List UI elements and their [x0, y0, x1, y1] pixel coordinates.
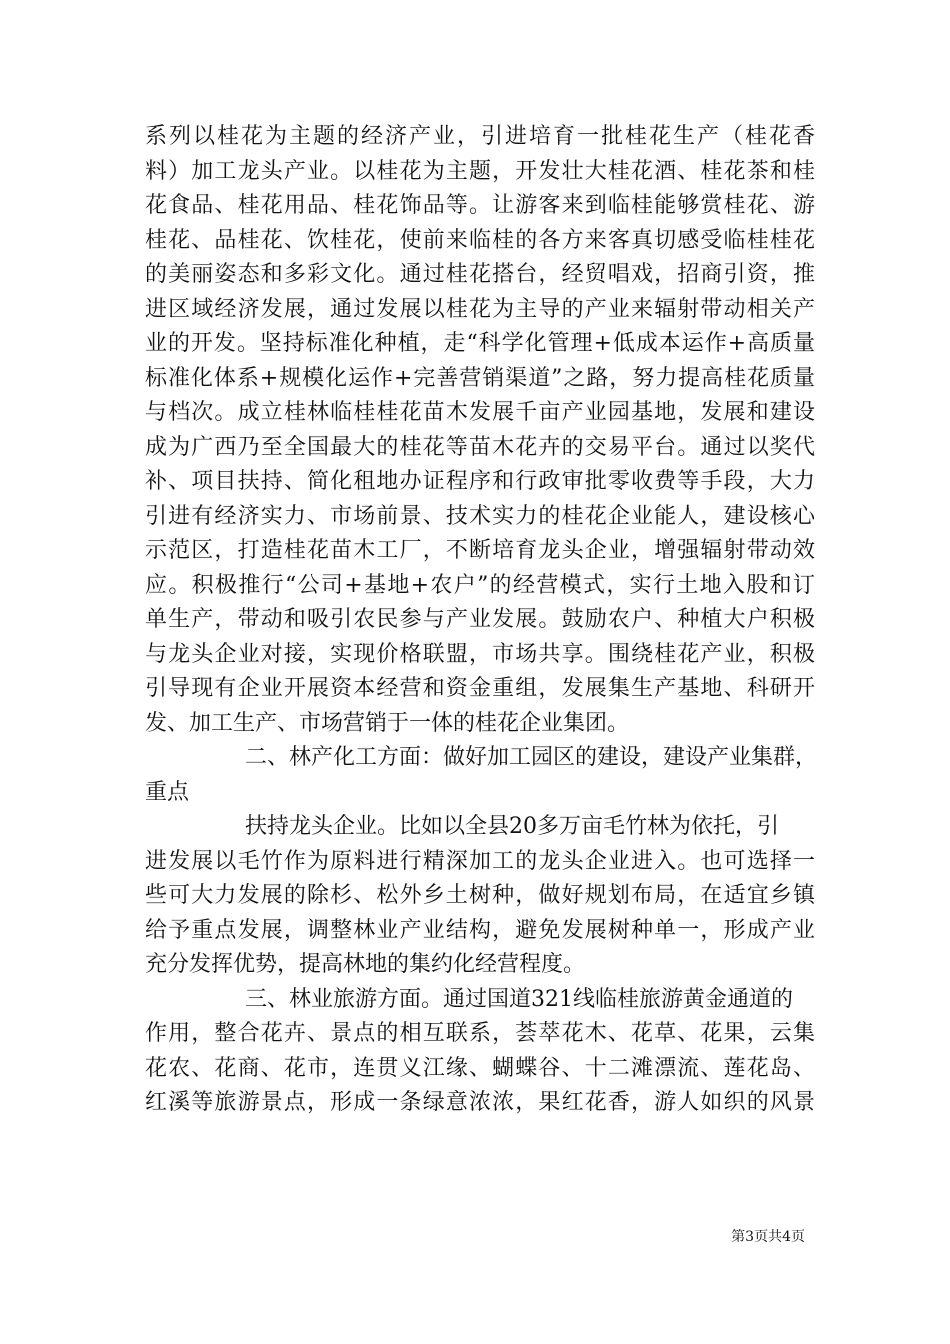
text-line: 单生产，带动和吸引农民参与产业发展。鼓励农户、种植大户积极 — [145, 607, 815, 632]
text-line: 引导现有企业开展资本经营和资金重组，发展集生产基地、科研开 — [145, 676, 815, 701]
text-line: 二、林产化工方面：做好加工园区的建设，建设产业集群， — [245, 745, 818, 770]
text-line: 补、项目扶持、简化租地办证程序和行政审批零收费等手段，大力 — [145, 469, 815, 494]
text-line: 引进有经济实力、市场前景、技术实力的桂花企业能人，建设核心 — [145, 503, 815, 529]
text-line: 给予重点发展，调整林业产业结构，避免发展树种单一，形成产业 — [145, 917, 815, 943]
paragraph-4-heading — [145, 983, 815, 1121]
text-line: 的美丽姿态和多彩文化。通过桂花搭台，经贸唱戏，招商引资，推 — [145, 262, 815, 287]
text-line: 发、加工生产、市场营销于一体的桂花企业集团。 — [145, 710, 630, 736]
text-line: 红溪等旅游景点，形成一条绿意浓浓，果红花香，游人如织的风景 — [145, 1090, 815, 1115]
text-line: 花食品、桂花用品、桂花饰品等。让游客来到临桂能够赏桂花、游 — [145, 193, 815, 218]
text-line: 些可大力发展的除杉、松外乡土树种，做好规划布局，在适宜乡镇 — [145, 883, 815, 908]
text-line: 进区域经济发展，通过发展以桂花为主导的产业来辐射带动相关产 — [145, 296, 815, 322]
text-line: 桂花、品桂花、饮桂花，使前来临桂的各方来客真切感受临桂桂花 — [145, 227, 815, 253]
text-line: 重点 — [145, 779, 190, 805]
text-line: 与档次。成立桂林临桂桂花苗木发展千亩产业园基地，发展和建设 — [145, 400, 815, 425]
text-line: 成为广西乃至全国最大的桂花等苗木花卉的交易平台。通过以奖代 — [145, 434, 815, 460]
text-line: 与龙头企业对接，实现价格联盟，市场共享。围绕桂花产业，积极 — [145, 641, 815, 667]
text-line: 进发展以毛竹作为原料进行精深加工的龙头企业进入。也可选择一 — [145, 848, 815, 874]
text-line: 标准化体系+规模化运作+完善营销渠道”之路，努力提高桂花质量 — [145, 365, 815, 391]
text-line: 料）加工龙头产业。以桂花为主题，开发壮大桂花酒、桂花茶和桂 — [145, 158, 815, 184]
text-line: 扶持龙头企业。比如以全县20多万亩毛竹林为依托，引 — [245, 814, 779, 839]
paragraph-3 — [145, 810, 815, 983]
text-line: 三、林业旅游方面。通过国道321线临桂旅游黄金通道的 — [245, 986, 793, 1012]
text-line: 花农、花商、花市，连贯义江缘、蝴蝶谷、十二滩漂流、莲花岛、 — [145, 1055, 815, 1081]
paragraph-1 — [145, 120, 815, 741]
text-line: 作用，整合花卉、景点的相互联系，荟萃花木、花草、花果，云集 — [145, 1021, 815, 1046]
text-line: 充分发挥优势，提高林地的集约化经营程度。 — [145, 952, 586, 977]
page-number-footer: 第3页共4页 — [731, 1229, 805, 1245]
text-line: 应。积极推行“公司+基地+农户”的经营模式，实行土地入股和订 — [145, 572, 815, 598]
paragraph-2-heading — [145, 741, 818, 810]
page-body — [145, 120, 818, 1121]
text-line: 系列以桂花为主题的经济产业，引进培育一批桂花生产（桂花香 — [145, 124, 815, 149]
text-line: 业的开发。坚持标准化种植，走“科学化管理+低成本运作+高质量 — [145, 331, 815, 356]
text-line: 示范区，打造桂花苗木工厂，不断培育龙头企业，增强辐射带动效 — [145, 538, 815, 563]
